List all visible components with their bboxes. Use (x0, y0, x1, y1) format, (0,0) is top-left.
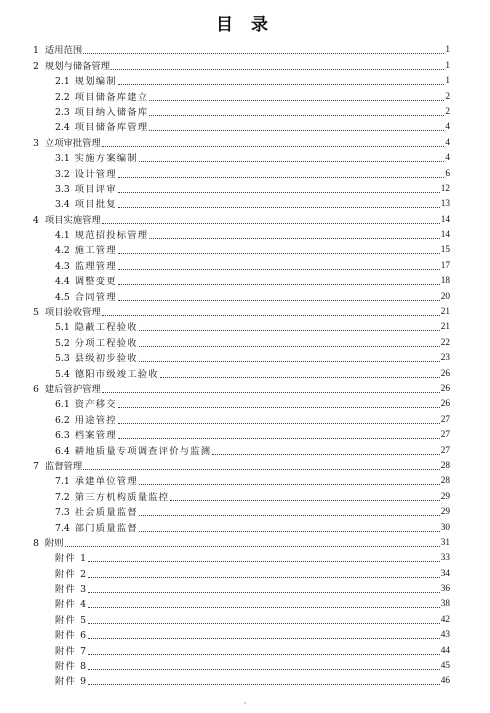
toc-entry-number: 5 (33, 307, 39, 319)
toc-dot-leader (65, 546, 440, 547)
toc-entry-title: 社会质量监督 (74, 507, 138, 519)
toc-dot-leader (139, 346, 440, 347)
toc-entry-title: 档案管理 (74, 430, 117, 442)
toc-entry-title: 立项审批管理 (44, 137, 101, 149)
toc-dot-leader (149, 100, 444, 101)
toc-entry-page-number: 29 (440, 491, 450, 502)
toc-entry-section[interactable] (33, 395, 450, 410)
toc-entry-number: 2.1 (55, 76, 70, 88)
toc-entry-page-number: 23 (440, 353, 450, 364)
toc-entry-number: 2.3 (55, 106, 70, 118)
toc-entry-title: 项目评审 (74, 183, 117, 195)
toc-dot-leader (88, 592, 439, 593)
toc-entry-page-number: 26 (440, 399, 450, 410)
toc-entry-title: 隐蔽工程验收 (74, 322, 138, 334)
toc-entry-number: 6.4 (55, 445, 70, 457)
toc-entry-title: 建后管护管理 (44, 383, 101, 395)
toc-entry-page-number: 20 (440, 291, 450, 302)
toc-entry-section[interactable] (33, 149, 450, 164)
toc-entry-page-number: 26 (440, 383, 450, 394)
toc-entry-page-number: 21 (440, 322, 450, 333)
toc-dot-leader (88, 623, 439, 624)
toc-entry-number: 5.2 (55, 337, 70, 349)
toc-dot-leader (212, 454, 439, 455)
page-footer-mark: · (243, 699, 247, 708)
toc-entry-section[interactable] (33, 472, 450, 487)
toc-entry-page-number: 14 (440, 214, 450, 225)
toc-entry-page-number: 1 (445, 45, 450, 56)
toc-entry-page-number: 22 (440, 337, 450, 348)
toc-dot-leader (118, 253, 440, 254)
toc-entry-section[interactable] (33, 318, 450, 333)
toc-entry-title: 县级初步验收 (74, 353, 138, 365)
toc-entry-page-number: 30 (440, 522, 450, 533)
toc-entry-page-number: 33 (440, 553, 450, 564)
toc-dot-leader (149, 238, 439, 239)
toc-dot-leader (118, 407, 440, 408)
toc-entry-section[interactable] (33, 72, 450, 87)
toc-entry-number: 3.3 (55, 183, 70, 195)
toc-entry-number: 4.1 (55, 230, 70, 242)
toc-entry-title: 附则 (44, 537, 64, 549)
toc-dot-leader (83, 469, 440, 470)
toc-entry-section[interactable] (33, 256, 450, 271)
toc-dot-leader (88, 577, 439, 578)
toc-entry-number: 5.1 (55, 322, 70, 334)
toc-entry-title: 附件 8 (55, 661, 88, 673)
toc-entry-page-number: 26 (440, 368, 450, 379)
toc-entry-number: 2.4 (55, 122, 70, 134)
toc-entry-title: 实施方案编制 (74, 153, 138, 165)
toc-dot-leader (111, 69, 444, 70)
toc-entry-section[interactable] (33, 641, 450, 656)
toc-dot-leader (88, 638, 439, 639)
toc-entry-page-number: 17 (440, 260, 450, 271)
toc-entry-number: 7.2 (55, 491, 70, 503)
toc-entry-chapter[interactable] (33, 41, 450, 56)
toc-entry-number: 4.3 (55, 260, 70, 272)
toc-dot-leader (88, 669, 439, 670)
toc-entry-page-number: 28 (440, 476, 450, 487)
toc-entry-section[interactable] (33, 195, 450, 210)
toc-entry-chapter[interactable] (33, 534, 450, 549)
toc-entry-title: 附件 7 (55, 645, 88, 657)
toc-entry-title: 项目纳入储备库 (74, 106, 149, 118)
toc-entry-title: 承建单位管理 (74, 476, 138, 488)
toc-dot-leader (102, 315, 440, 316)
toc-entry-page-number: 14 (440, 230, 450, 241)
toc-dot-leader (118, 84, 445, 85)
toc-dot-leader (118, 438, 440, 439)
toc-dot-leader (88, 561, 439, 562)
toc-dot-leader (139, 531, 440, 532)
toc-entry-section[interactable] (33, 595, 450, 610)
toc-entry-section[interactable] (33, 564, 450, 579)
toc-dot-leader (118, 300, 440, 301)
toc-entry-title: 项目实施管理 (44, 214, 101, 226)
toc-entry-number: 7.3 (55, 507, 70, 519)
toc-entry-page-number: 27 (440, 430, 450, 441)
toc-entry-number: 6.1 (55, 399, 70, 411)
toc-dot-leader (160, 377, 440, 378)
toc-entry-title: 耕地质量专项调查评价与监测 (74, 445, 212, 457)
toc-entry-title: 部门质量监督 (74, 522, 138, 534)
toc-entry-page-number: 27 (440, 414, 450, 425)
toc-entry-page-number: 1 (445, 60, 450, 71)
toc-entry-number: 2 (33, 60, 39, 72)
toc-entry-page-number: 4 (445, 153, 450, 164)
toc-entry-section[interactable] (33, 503, 450, 518)
toc-dot-leader (88, 654, 439, 655)
toc-entry-chapter[interactable] (33, 380, 450, 395)
toc-entry-section[interactable] (33, 180, 450, 195)
toc-entry-section[interactable] (33, 410, 450, 425)
toc-entry-page-number: 45 (440, 661, 450, 672)
toc-entry-title: 适用范围 (44, 45, 83, 57)
toc-entry-section[interactable] (33, 672, 450, 687)
toc-entry-section[interactable] (33, 441, 450, 456)
toc-entry-page-number: 27 (440, 445, 450, 456)
toc-entry-section[interactable] (33, 364, 450, 379)
toc-entry-title: 附件 6 (55, 630, 88, 642)
toc-entry-number: 2.2 (55, 91, 70, 103)
toc-entry-section[interactable] (33, 426, 450, 441)
toc-entry-title: 项目储备库建立 (74, 91, 149, 103)
toc-entry-page-number: 18 (440, 276, 450, 287)
toc-entry-page-number: 38 (440, 599, 450, 610)
toc-entry-section[interactable] (33, 287, 450, 302)
toc-dot-leader (102, 392, 440, 393)
toc-entry-page-number: 36 (440, 584, 450, 595)
toc-entry-page-number: 21 (440, 307, 450, 318)
toc-entry-title: 规划与储备管理 (44, 60, 111, 72)
toc-entry-section[interactable] (33, 610, 450, 625)
toc-entry-chapter[interactable] (33, 303, 450, 318)
toc-entry-title: 德阳市级竣工验收 (74, 368, 159, 380)
toc-entry-page-number: 34 (440, 568, 450, 579)
toc-dot-leader (149, 115, 444, 116)
toc-entry-section[interactable] (33, 580, 450, 595)
toc-entry-page-number: 46 (440, 676, 450, 687)
toc-entry-page-number: 29 (440, 507, 450, 518)
toc-entry-title: 监督管理 (44, 460, 83, 472)
toc-dot-leader (102, 223, 440, 224)
toc-entry-title: 项目验收管理 (44, 307, 101, 319)
toc-entry-title: 规范招投标管理 (74, 230, 149, 242)
toc-entry-chapter[interactable] (33, 457, 450, 472)
toc-entry-number: 1 (33, 45, 39, 57)
toc-entry-section[interactable] (33, 103, 450, 118)
toc-entry-page-number: 31 (440, 537, 450, 548)
toc-entry-number: 6.2 (55, 414, 70, 426)
toc-entry-number: 7.4 (55, 522, 70, 534)
toc-entry-number: 5.3 (55, 353, 70, 365)
toc-entry-section[interactable] (33, 272, 450, 287)
toc-entry-section[interactable] (33, 226, 450, 241)
toc-dot-leader (118, 284, 440, 285)
toc-dot-leader (149, 130, 444, 131)
toc-entry-page-number: 12 (440, 183, 450, 194)
toc-entry-title: 项目储备库管理 (74, 122, 149, 134)
toc-entry-title: 附件 3 (55, 584, 88, 596)
toc-entry-section[interactable] (33, 549, 450, 564)
toc-entry-title: 附件 1 (55, 553, 88, 565)
toc-dot-leader (88, 684, 439, 685)
toc-entry-title: 资产移交 (74, 399, 117, 411)
toc-entry-section[interactable] (33, 487, 450, 502)
toc-entry-page-number: 6 (445, 168, 450, 179)
toc-entry-section[interactable] (33, 241, 450, 256)
toc-entry-title: 附件 5 (55, 614, 88, 626)
toc-entry-number: 5.4 (55, 368, 70, 380)
toc-entry-page-number: 4 (445, 137, 450, 148)
toc-entry-title: 项目批复 (74, 199, 117, 211)
toc-entry-section[interactable] (33, 87, 450, 102)
toc-entry-title: 用途管控 (74, 414, 117, 426)
toc-entry-number: 8 (33, 537, 39, 549)
toc-dot-leader (118, 207, 440, 208)
toc-entry-title: 调整变更 (74, 276, 117, 288)
toc-entry-number: 6.3 (55, 430, 70, 442)
toc-entry-number: 7 (33, 460, 39, 472)
toc-entry-section[interactable] (33, 657, 450, 672)
toc-dot-leader (88, 607, 439, 608)
toc-entry-page-number: 15 (440, 245, 450, 256)
toc-entry-section[interactable] (33, 349, 450, 364)
toc-entry-title: 分项工程验收 (74, 337, 138, 349)
toc-entry-title: 施工管理 (74, 245, 117, 257)
toc-entry-page-number: 42 (440, 614, 450, 625)
toc-entry-chapter[interactable] (33, 210, 450, 225)
toc-dot-leader (139, 361, 440, 362)
toc-entry-number: 3.4 (55, 199, 70, 211)
toc-entry-section[interactable] (33, 118, 450, 133)
toc-dot-leader (118, 269, 440, 270)
toc-entry-page-number: 28 (440, 460, 450, 471)
toc-entry-title: 附件 2 (55, 568, 88, 580)
toc-entry-page-number: 43 (440, 630, 450, 641)
toc-dot-leader (139, 330, 440, 331)
toc-dot-leader (102, 146, 445, 147)
table-of-contents (33, 41, 450, 687)
toc-entry-page-number: 2 (445, 91, 450, 102)
toc-entry-number: 3.1 (55, 153, 70, 165)
toc-dot-leader (139, 515, 440, 516)
toc-entry-number: 4.5 (55, 291, 70, 303)
toc-dot-leader (118, 177, 445, 178)
toc-entry-chapter[interactable] (33, 133, 450, 148)
toc-entry-page-number: 4 (445, 122, 450, 133)
toc-entry-section[interactable] (33, 333, 450, 348)
toc-dot-leader (83, 53, 444, 54)
page-title: 目 录 (216, 15, 274, 35)
toc-dot-leader (170, 500, 439, 501)
toc-dot-leader (139, 161, 445, 162)
toc-entry-section[interactable] (33, 164, 450, 179)
toc-entry-title: 合同管理 (74, 291, 117, 303)
toc-dot-leader (118, 192, 440, 193)
toc-entry-page-number: 13 (440, 199, 450, 210)
toc-dot-leader (139, 484, 440, 485)
toc-entry-page-number: 1 (445, 76, 450, 87)
toc-entry-title: 附件 9 (55, 676, 88, 688)
toc-entry-title: 第三方机构质量监控 (74, 491, 170, 503)
toc-entry-title: 监理管理 (74, 260, 117, 272)
toc-entry-number: 7.1 (55, 476, 70, 488)
toc-entry-number: 4 (33, 214, 39, 226)
toc-entry-number: 3 (33, 137, 39, 149)
toc-entry-number: 4.4 (55, 276, 70, 288)
toc-entry-number: 6 (33, 383, 39, 395)
toc-dot-leader (118, 423, 440, 424)
toc-entry-chapter[interactable] (33, 56, 450, 71)
toc-entry-number: 3.2 (55, 168, 70, 180)
toc-entry-section[interactable] (33, 626, 450, 641)
toc-entry-title: 规划编制 (74, 76, 117, 88)
toc-entry-section[interactable] (33, 518, 450, 533)
toc-entry-number: 4.2 (55, 245, 70, 257)
toc-entry-page-number: 2 (445, 106, 450, 117)
toc-entry-page-number: 44 (440, 645, 450, 656)
toc-entry-title: 设计管理 (74, 168, 117, 180)
toc-entry-title: 附件 4 (55, 599, 88, 611)
